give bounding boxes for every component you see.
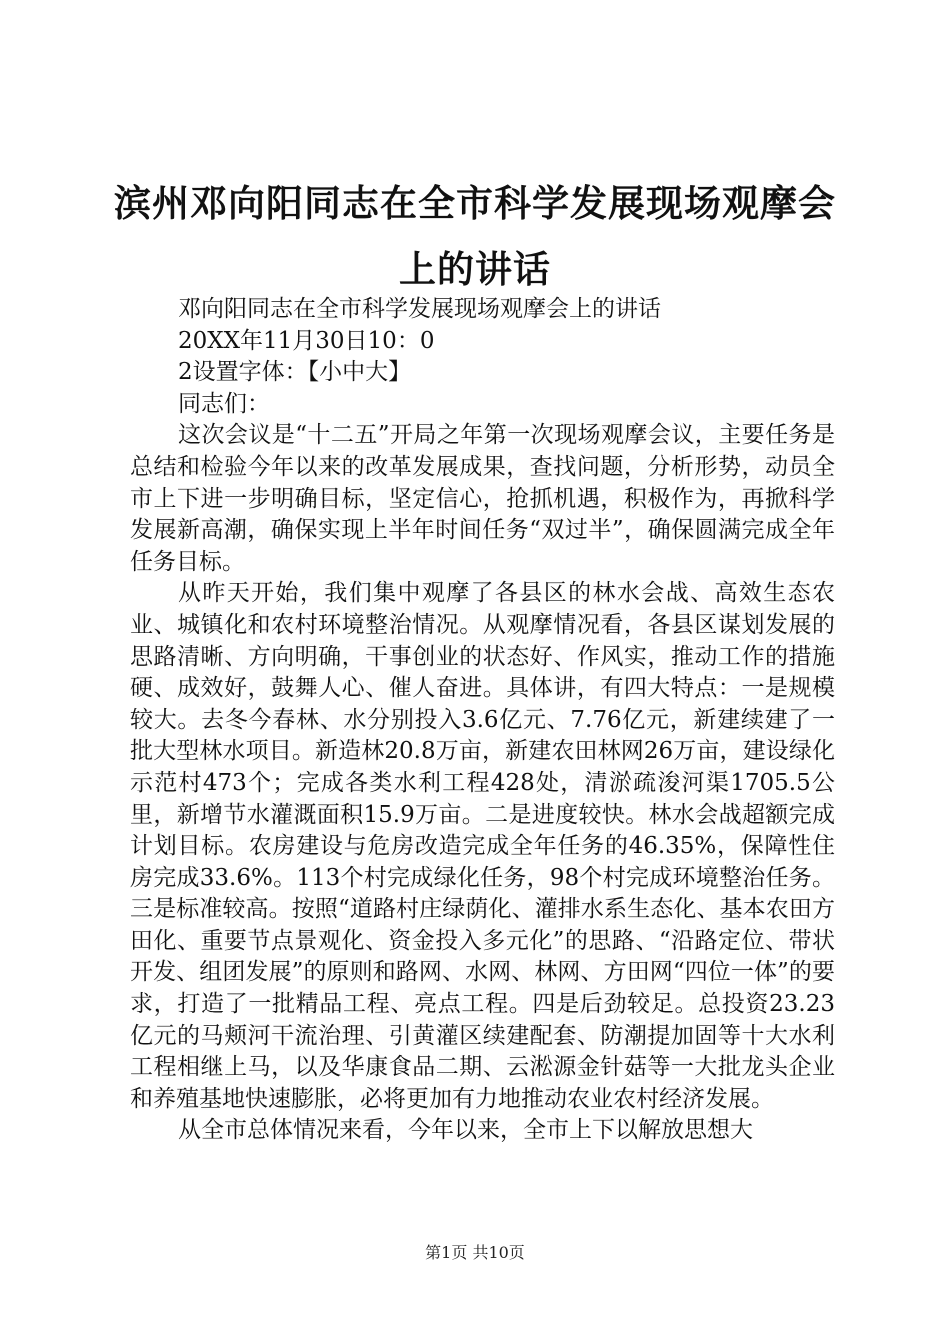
page-footer: 第1页 共10页 <box>425 1243 525 1262</box>
salutation: 同志们： <box>178 390 270 417</box>
font-setting-line: 2设置字体：【小中大】 <box>178 359 412 386</box>
document-body <box>130 294 835 1147</box>
date-line: 20XX年11月30日10：0 <box>178 327 435 354</box>
paragraph-2: 从昨天开始，我们集中观摩了各县区的林水会战、高效生态农业、城镇化和农村环境整治情况。从观摩情况看，各县区谋划发展的思路清晰、方向明确，干事创业的状态好、作风实，推动工作的措施硬、成效好，鼓舞人心、催人奋进。具体讲，有四大特点：一是规模较大。去冬今春林、水分别投入3.6亿元、7.76亿元，新建续建了一批大型林水项目。新造林20.8万亩，新建农田林网26万亩，建设绿化示范村473个；完成各类水利工程428处，清淤疏浚河渠1705.5公里，新增节水灌溉面积15.9万亩。二是进度较快。林水会战超额完成计划目标。农房建设与危房改造完成全年任务的46.35%，保障性住房完成33.6%。113个村完成绿化任务，98个村完成环境整治任务。三是标准较高。按照“道路村庄绿荫化、灌排水系生态化、基本农田方田化、重要节点景观化、资金投入多元化”的思路、“沿路定位、带状开发、组团发展”的原则和路网、水网、林网、方田网“四位一体”的要求，打造了一批精品工程、亮点工程。四是后劲较足。总投资23.23亿元的马颊河干流治理、引黄灌区续建配套、防潮提加固等十大水利工程相继上马，以及华康食品二期、云淞源金针菇等一大批龙头企业和养殖基地快速膨胀，必将更加有力地推动农业农村经济发展。 <box>130 580 835 1112</box>
document-title: 滨州邓向阳同志在全市科学发展现场观摩会上的讲话 <box>114 181 836 291</box>
paragraph-3: 从全市总体情况来看，今年以来，全市上下以解放思想大 <box>178 1117 753 1144</box>
subtitle-line: 邓向阳同志在全市科学发展现场观摩会上的讲话 <box>178 296 661 322</box>
paragraph-1: 这次会议是“十二五”开局之年第一次现场观摩会议，主要任务是总结和检验今年以来的改革发展成果，查找问题，分析形势，动员全市上下进一步明确目标，坚定信心，抢抓机遇，积极作为，再掀科学发展新高潮，确保实现上半年时间任务“双过半”，确保圆满完成全年任务目标。 <box>130 422 835 575</box>
